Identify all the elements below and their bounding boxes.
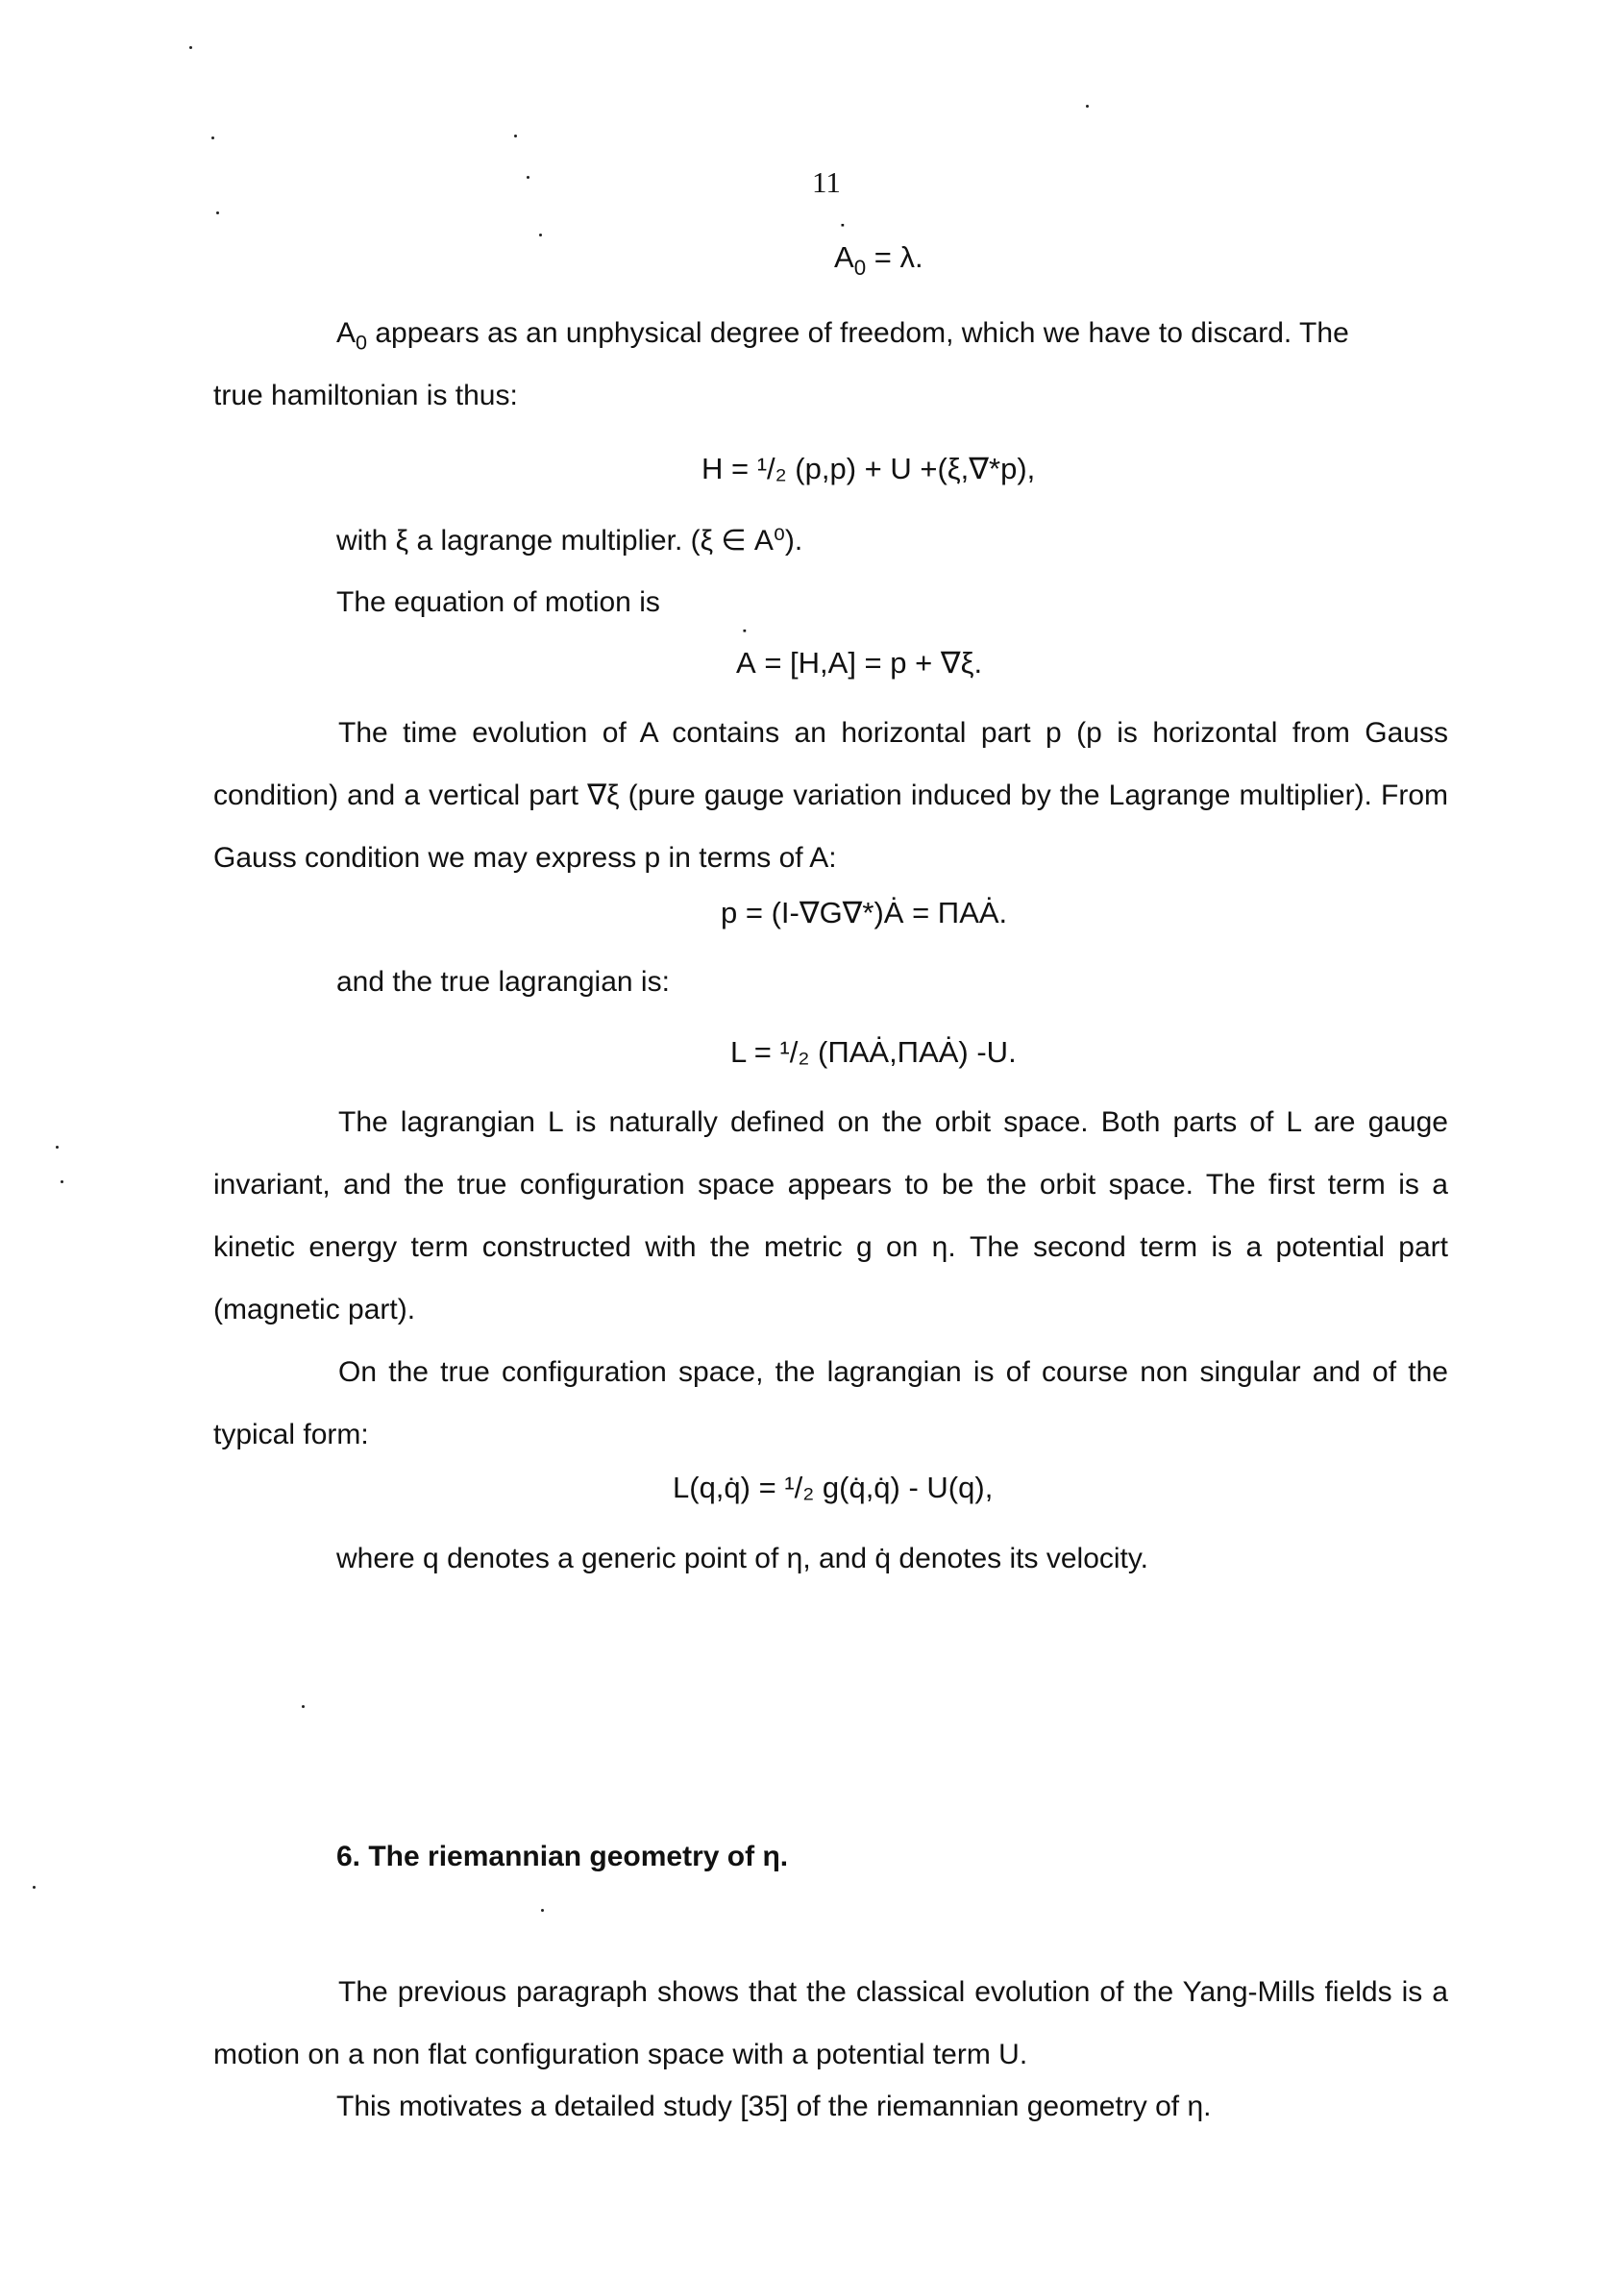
generic-point-line: where q denotes a generic point of η, and q̇ denotes its velocity. bbox=[336, 1543, 1148, 1574]
true-lagrangian-intro: and the true lagrangian is: bbox=[336, 966, 670, 998]
scan-speck bbox=[56, 1146, 59, 1149]
scan-speck bbox=[216, 211, 219, 214]
paragraph-orbit-space bbox=[213, 1091, 1448, 1341]
last-line: This motivates a detailed study [35] of the riemannian geometry of η. bbox=[336, 2091, 1212, 2122]
equation-of-motion: ˙ A = [H,A] = p + ∇ξ. bbox=[736, 646, 982, 681]
equation-a0-dot: ˙ $A_0 = \lambda$. bbox=[834, 240, 923, 275]
scan-speck bbox=[539, 234, 542, 236]
scan-speck bbox=[514, 135, 517, 137]
scan-speck bbox=[302, 1705, 305, 1708]
scan-speck bbox=[1086, 105, 1089, 108]
scan-speck bbox=[541, 1909, 544, 1912]
scan-speck bbox=[527, 176, 529, 179]
lagrange-multiplier-line: with ξ a lagrange multiplier. (ξ ∈ A⁰). bbox=[336, 525, 803, 557]
paragraph-configuration-space-text: On the true configuration space, the lagrangian is of course non singular and of the typical form: bbox=[213, 1356, 1448, 1450]
scan-speck bbox=[189, 46, 192, 49]
scan-speck bbox=[211, 136, 214, 139]
scan-speck bbox=[61, 1180, 63, 1183]
paragraph-yang-mills bbox=[213, 1961, 1448, 2086]
paragraph-time-evolution bbox=[213, 702, 1448, 889]
para1-line2: true hamiltonian is thus: bbox=[213, 380, 518, 411]
equation-of-motion-rhs: = [H,A] = p + ∇ξ. bbox=[764, 646, 983, 680]
paragraph-yang-mills-text: The previous paragraph shows that the classical evolution of the Yang-Mills fields is a motion on a non flat configuration space with a potential term U. bbox=[213, 1976, 1448, 2070]
equation-hamiltonian: H = ¹/₂ (p,p) + U +(ξ,∇*p), bbox=[701, 452, 1036, 485]
paragraph-time-evolution-text: The time evolution of A contains an horizontal part p (p is horizontal from Gauss condition) and a vertical part ∇ξ (pure gauge variation induced by the Lagrange multiplier). From Gauss condition we may express p in terms of A: bbox=[213, 717, 1448, 874]
paragraph-orbit-space-text: The lagrangian L is naturally defined on the orbit space. Both parts of L are gauge invariant, and the true configuration space appears to be the orbit space. The first term is a kinetic energy term constructed with the metric g on η. The second term is a potential part (magnetic part). bbox=[213, 1106, 1448, 1325]
equation-of-motion-intro: The equation of motion is bbox=[336, 586, 660, 618]
equation-a0-rhs: = λ. bbox=[874, 240, 923, 274]
page-number: 11 bbox=[812, 165, 841, 199]
para1-line1: $A_0$ appears as an unphysical degree of freedom, which we have to discard. The bbox=[336, 317, 1349, 355]
para1-line1-text: appears as an unphysical degree of freedom, which we have to discard. The bbox=[375, 317, 1349, 349]
scan-speck bbox=[33, 1886, 36, 1889]
equation-lagrangian: L = ¹/₂ (ΠAȦ,ΠAȦ) -U. bbox=[730, 1035, 1017, 1069]
section-heading: 6. The riemannian geometry of η. bbox=[336, 1841, 789, 1872]
equation-lagrangian-q: L(q,q̇) = ¹/₂ g(q̇,q̇) - U(q), bbox=[673, 1471, 994, 1504]
paragraph-configuration-space bbox=[213, 1341, 1448, 1466]
equation-p: p = (I-∇G∇*)Ȧ = ΠAȦ. bbox=[721, 896, 1008, 929]
